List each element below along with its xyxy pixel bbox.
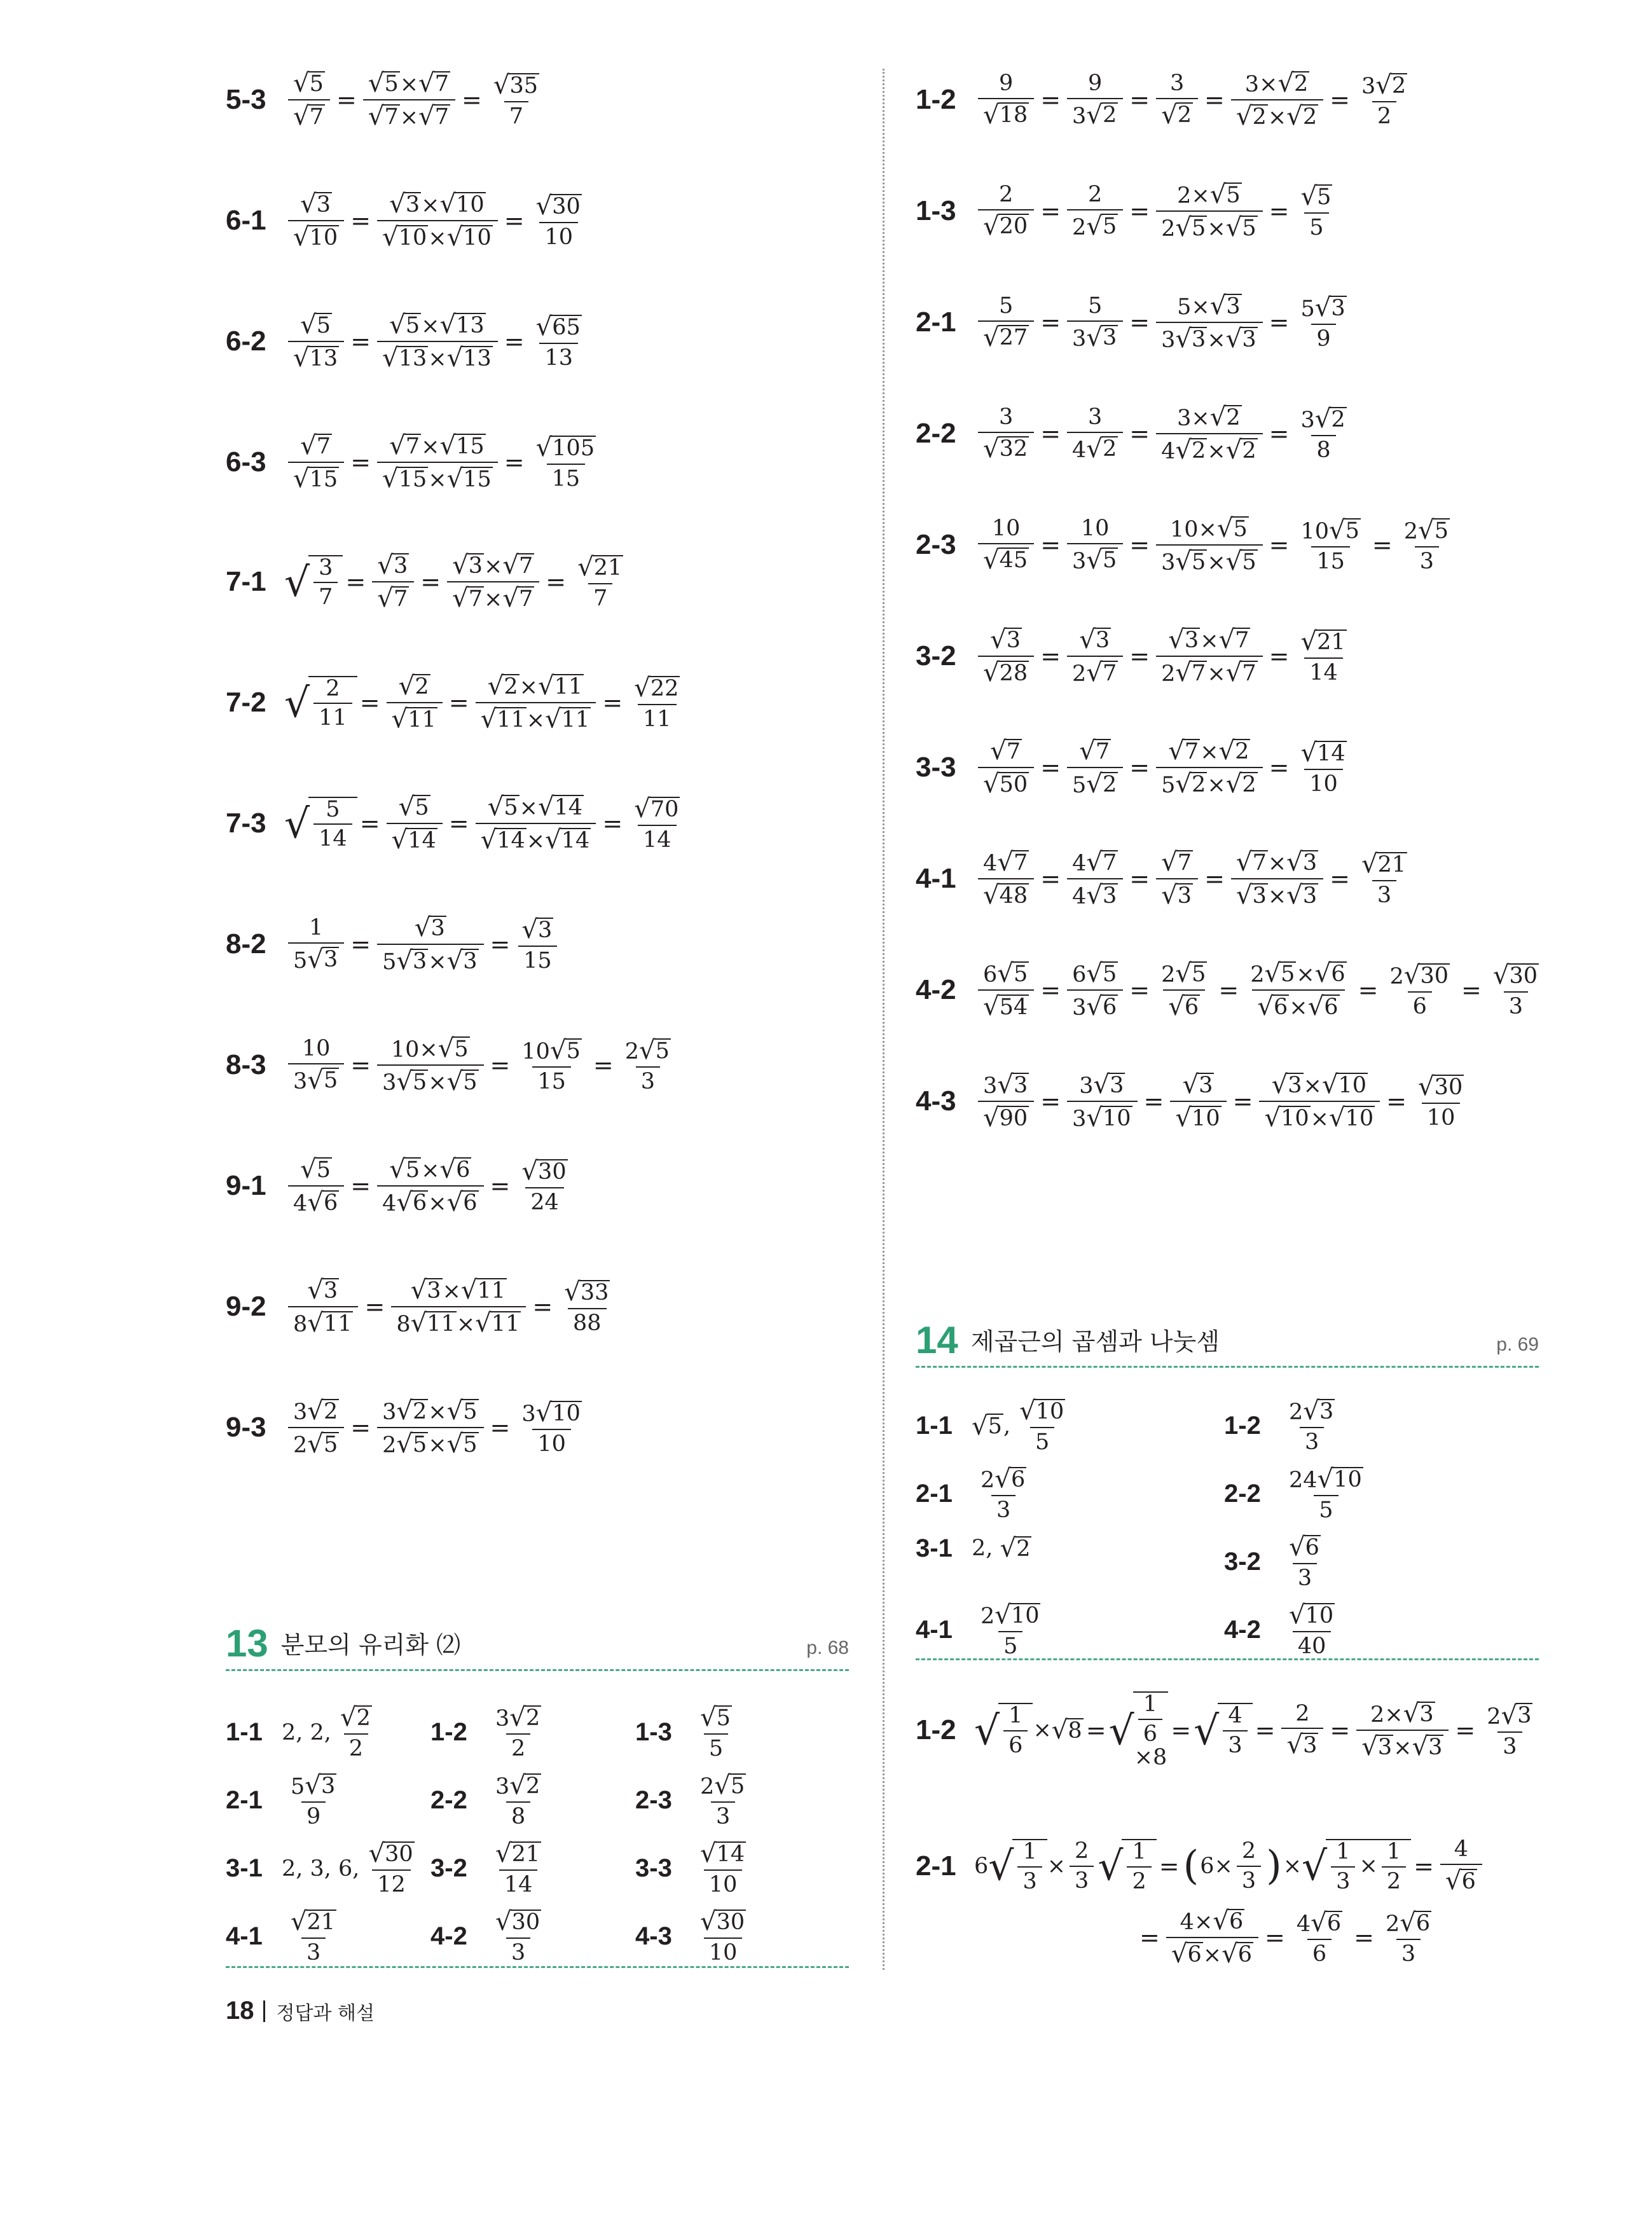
problem-label: 3-3 [916, 752, 956, 783]
math-expression: 4 √ 7 √ 48 = 4 √ 7 4 √ 3 = √ 7 √ 3 = √ 7 × √ 3 √ 3 × √ 3 = √ 21 3 [974, 849, 1416, 909]
answer-label: 1-2 [430, 1718, 467, 1746]
problem-1-2 [916, 70, 1416, 130]
math-expression: 1 5 √ 3 = √ 3 5 √ 3 × √ 3 = √ 3 15 [284, 914, 562, 975]
answer-14-1-2: 1-2 2 √ 3 3 [1224, 1396, 1334, 1456]
answer-1-2: 1-2 3 √ 2 2 [430, 1703, 540, 1762]
problem-7-2 [226, 673, 689, 733]
answer-label: 3-2 [1224, 1548, 1261, 1576]
answer-label: 1-1 [916, 1412, 953, 1440]
answer-label: 1-2 [1224, 1412, 1261, 1440]
problem-label: 7-1 [226, 566, 266, 598]
section-14-bottom-rule [916, 1658, 1539, 1660]
math-expression: 3 √ 32 = 3 4 √ 2 = 3× √ 2 4 √ 2 × √ 2 = 3 √ 2 8 [974, 404, 1356, 464]
problem-2-2 [916, 404, 1356, 464]
page-footer [226, 1997, 375, 2025]
answer-4-1: 4-1 √ 21 3 [226, 1907, 336, 1966]
math-expression: √ 5 4 √ 6 = √ 5 × √ 6 4 √ 6 × √ 6 = √ 30 24 [284, 1156, 577, 1216]
answer-3-1: 3-1 2, 3, 6, √ 30 12 [226, 1839, 413, 1898]
section-13-header [226, 1622, 849, 1671]
answer-3-2: 3-2 √ 21 14 [430, 1839, 540, 1898]
problem-4-1 [916, 849, 1416, 909]
problem-7-3 [226, 794, 689, 854]
problem-2-3 [916, 515, 1459, 575]
section-number: 14 [916, 1319, 958, 1361]
math-expression: √ $\frac{5}{14}$ = √ 5 √ 14 = √ 5 × √ 14 √ 14 × √ 14 = √ 70 14 [284, 792, 679, 855]
answer-label: 3-1 [916, 1534, 953, 1562]
answer-label: 4-3 [635, 1922, 672, 1950]
problem-label: 1-2 [916, 84, 956, 116]
math-expression: √ 3 8 √ 11 = √ 3 × √ 11 8 √ 11 × √ 11 = √ 33 88 [284, 1277, 619, 1337]
problem-2-1 [916, 293, 1356, 353]
math-expression: √ 7 √ 50 = √ 7 5 √ 2 = √ 7 × √ 2 5 √ 2 × √ 2 = √ 14 10 [974, 738, 1356, 798]
problem-6-1 [226, 191, 591, 251]
math-expression: 6 √ $\frac{1}{3}$ × $\frac{2}{3}$ √ $\frac{1}{2}$ = ( 6× $\frac{2}{3}$ ) × √ $\frac{1}{3}$ × $\frac{1}{2}$ = 4 √ 6 [974, 1838, 1486, 1894]
footer-text: 정답과 해설 [276, 2002, 375, 2025]
section-13-bottom-rule [226, 1966, 849, 1968]
problem-label: 8-2 [226, 928, 266, 960]
problem-label: 4-3 [916, 1085, 956, 1117]
problem-5-3 [226, 70, 548, 130]
solution-2-1 [916, 1838, 1486, 1894]
section-number: 13 [226, 1622, 268, 1665]
problem-label: 6-2 [226, 326, 266, 357]
answer-prefix: 2, 2, [282, 1719, 331, 1745]
math-expression: √ 3 √ 28 = √ 3 2 √ 7 = √ 3 × √ 7 2 √ 7 × √ 7 = √ 21 14 [974, 626, 1356, 687]
answer-14-3-2: 3-2 √ 6 3 [1224, 1532, 1319, 1592]
answer-label: 2-2 [1224, 1480, 1261, 1508]
math-expression: √ 7 √ 15 = √ 7 × √ 15 √ 15 × √ 15 = √ 105 15 [284, 432, 605, 493]
section-title: 분모의 유리화 ⑵ [280, 1631, 461, 1660]
problem-7-1 [226, 552, 632, 612]
answer-label: 4-2 [430, 1922, 467, 1950]
problem-8-2 [226, 914, 562, 975]
math-expression: 3 √ 2 2 √ 5 = 3 √ 2 × √ 5 2 √ 5 × √ 5 = 3 √ 10 10 [284, 1398, 591, 1458]
problem-label: 4-1 [916, 863, 956, 895]
problem-label: 9-3 [226, 1412, 266, 1443]
page-reference: p. 69 [1496, 1334, 1539, 1355]
page-number: 18 [226, 1997, 254, 2025]
answer-3-3: 3-3 √ 14 10 [635, 1839, 745, 1898]
answer-14-4-1: 4-1 2 √ 10 5 [916, 1600, 1040, 1660]
problem-4-2 [916, 960, 1548, 1021]
math-expression: √ 5 √ 13 = √ 5 × √ 13 √ 13 × √ 13 = √ 65 13 [284, 312, 591, 372]
answer-label: 4-1 [226, 1922, 263, 1950]
footer-divider [263, 2000, 265, 2022]
math-expression: √ 5 √ 7 = √ 5 × √ 7 √ 7 × √ 7 = √ 35 7 [284, 70, 548, 130]
answer-label: 3-1 [226, 1854, 263, 1882]
answer-label: 1-1 [226, 1718, 263, 1746]
answer-1-3: 1-3 √ 5 5 [635, 1703, 731, 1762]
answer-14-4-2: 4-2 √ 10 40 [1224, 1600, 1334, 1660]
page-reference: p. 68 [806, 1637, 849, 1658]
problem-3-3 [916, 738, 1356, 798]
problem-label: 8-3 [226, 1049, 266, 1081]
column-divider [883, 69, 885, 1970]
problem-3-2 [916, 626, 1356, 687]
problem-label: 7-2 [226, 687, 266, 719]
problem-label: 9-2 [226, 1291, 266, 1323]
answer-14-2-1: 2-1 2 √ 6 3 [916, 1464, 1026, 1524]
math-expression: √ $\frac{2}{11}$ = √ 2 √ 11 = √ 2 × √ 11 √ 11 × √ 11 = √ 22 11 [284, 671, 679, 734]
problem-label: 1-3 [916, 195, 956, 227]
problem-label: 6-3 [226, 446, 266, 478]
solution-1-2 [916, 1691, 1541, 1769]
answer-label: 1-3 [635, 1718, 672, 1746]
section-title: 제곱근의 곱셈과 나눗셈 [970, 1328, 1220, 1356]
problem-label: 7-3 [226, 808, 266, 839]
problem-6-2 [226, 312, 591, 372]
problem-label: 6-1 [226, 205, 266, 237]
answer-label: 4-1 [916, 1616, 953, 1644]
math-expression: 10 3 √ 5 = 10× √ 5 3 √ 5 × √ 5 = 10 √ 5 15 = 2 √ 5 3 [284, 1035, 680, 1096]
solution-2-1-continued [1137, 1908, 1440, 1968]
math-expression: 10 √ 45 = 10 3 √ 5 = 10× √ 5 3 √ 5 × √ 5 = 10 √ 5 15 = 2 √ 5 3 [974, 515, 1459, 575]
math-expression: 5 √ 27 = 5 3 √ 3 = 5× √ 3 3 √ 3 × √ 3 = 5 √ 3 9 [974, 293, 1356, 353]
math-expression: √ 3 √ 10 = √ 3 × √ 10 √ 10 × √ 10 = √ 30 10 [284, 191, 591, 251]
problem-9-3 [226, 1398, 591, 1458]
problem-label: 9-1 [226, 1170, 266, 1202]
answer-4-3: 4-3 √ 30 10 [635, 1907, 745, 1966]
problem-label: 5-3 [226, 84, 266, 116]
section-14-header [916, 1321, 1539, 1368]
answer-label: 2-1 [226, 1786, 263, 1814]
problem-1-3 [916, 181, 1341, 242]
problem-label: 4-2 [916, 974, 956, 1006]
answer-2-1: 2-1 5 √ 3 9 [226, 1771, 336, 1830]
answer-label: 2-2 [430, 1786, 467, 1814]
problem-label: 2-1 [916, 1850, 956, 1882]
problem-9-1 [226, 1156, 577, 1216]
answer-14-2-2: 2-2 24 √ 10 5 [1224, 1464, 1362, 1524]
answer-label: 3-3 [635, 1854, 672, 1882]
answer-label: 3-2 [430, 1854, 467, 1882]
answer-prefix: 2, [972, 1536, 993, 1561]
math-expression: 9 √ 18 = 9 3 √ 2 = 3 √ 2 = 3× √ 2 √ 2 × √ 2 = 3 √ 2 2 [974, 70, 1416, 130]
problem-4-3 [916, 1071, 1473, 1132]
answer-label: 2-3 [635, 1786, 672, 1814]
answer-prefix: 2, 3, 6, [282, 1855, 360, 1882]
problem-label: 2-2 [916, 418, 956, 450]
math-expression: 6 √ 5 √ 54 = 6 √ 5 3 √ 6 = 2 √ 5 √ 6 = 2 √ 5 × √ 6 √ 6 × √ 6 = 2 √ 30 6 = √ 30 3 [974, 960, 1548, 1021]
answer-label: 4-2 [1224, 1616, 1261, 1644]
answer-label: 2-1 [916, 1480, 953, 1508]
answer-1-1: 1-1 2, 2, √ 2 2 [226, 1703, 371, 1762]
answer-14-3-1: 3-1 2, √ 2 [916, 1534, 1031, 1563]
problem-label: 2-3 [916, 529, 956, 561]
math-expression: 2 √ 20 = 2 2 √ 5 = 2× √ 5 2 √ 5 × √ 5 = √ 5 5 [974, 181, 1341, 242]
answer-4-2: 4-2 √ 30 3 [430, 1907, 540, 1966]
problem-6-3 [226, 432, 605, 493]
problem-9-2 [226, 1277, 619, 1337]
problem-label: 2-1 [916, 306, 956, 338]
problem-label: 3-2 [916, 640, 956, 672]
math-expression: √ $\frac{1}{6}$ × √ 8 = √ $\frac{1}{6}$ ×8 = √ $\frac{4}{3}$ = 2 √ 3 = 2× √ 3 √ 3 × √ 3 = 2 √ 3 3 [974, 1691, 1532, 1770]
math-expression: 3 √ 3 √ 90 = 3 √ 3 3 √ 10 = √ 3 √ 10 = √ 3 × √ 10 √ 10 × √ 10 = √ 30 10 [974, 1071, 1473, 1132]
answer-2-3: 2-3 2 √ 5 3 [635, 1771, 745, 1830]
answer-14-1-1: 1-1 √ 5 , √ 10 5 [916, 1396, 1064, 1456]
math-expression: √ $\frac{3}{7}$ = √ 3 √ 7 = √ 3 × √ 7 √ 7 × √ 7 = √ 21 7 [284, 551, 623, 614]
problem-label: 1-2 [916, 1714, 956, 1746]
answer-2-2: 2-2 3 √ 2 8 [430, 1771, 540, 1830]
problem-8-3 [226, 1035, 680, 1096]
math-expression: = 4× √ 6 √ 6 × √ 6 = 4 √ 6 6 = 2 √ 6 3 [1139, 1906, 1431, 1969]
